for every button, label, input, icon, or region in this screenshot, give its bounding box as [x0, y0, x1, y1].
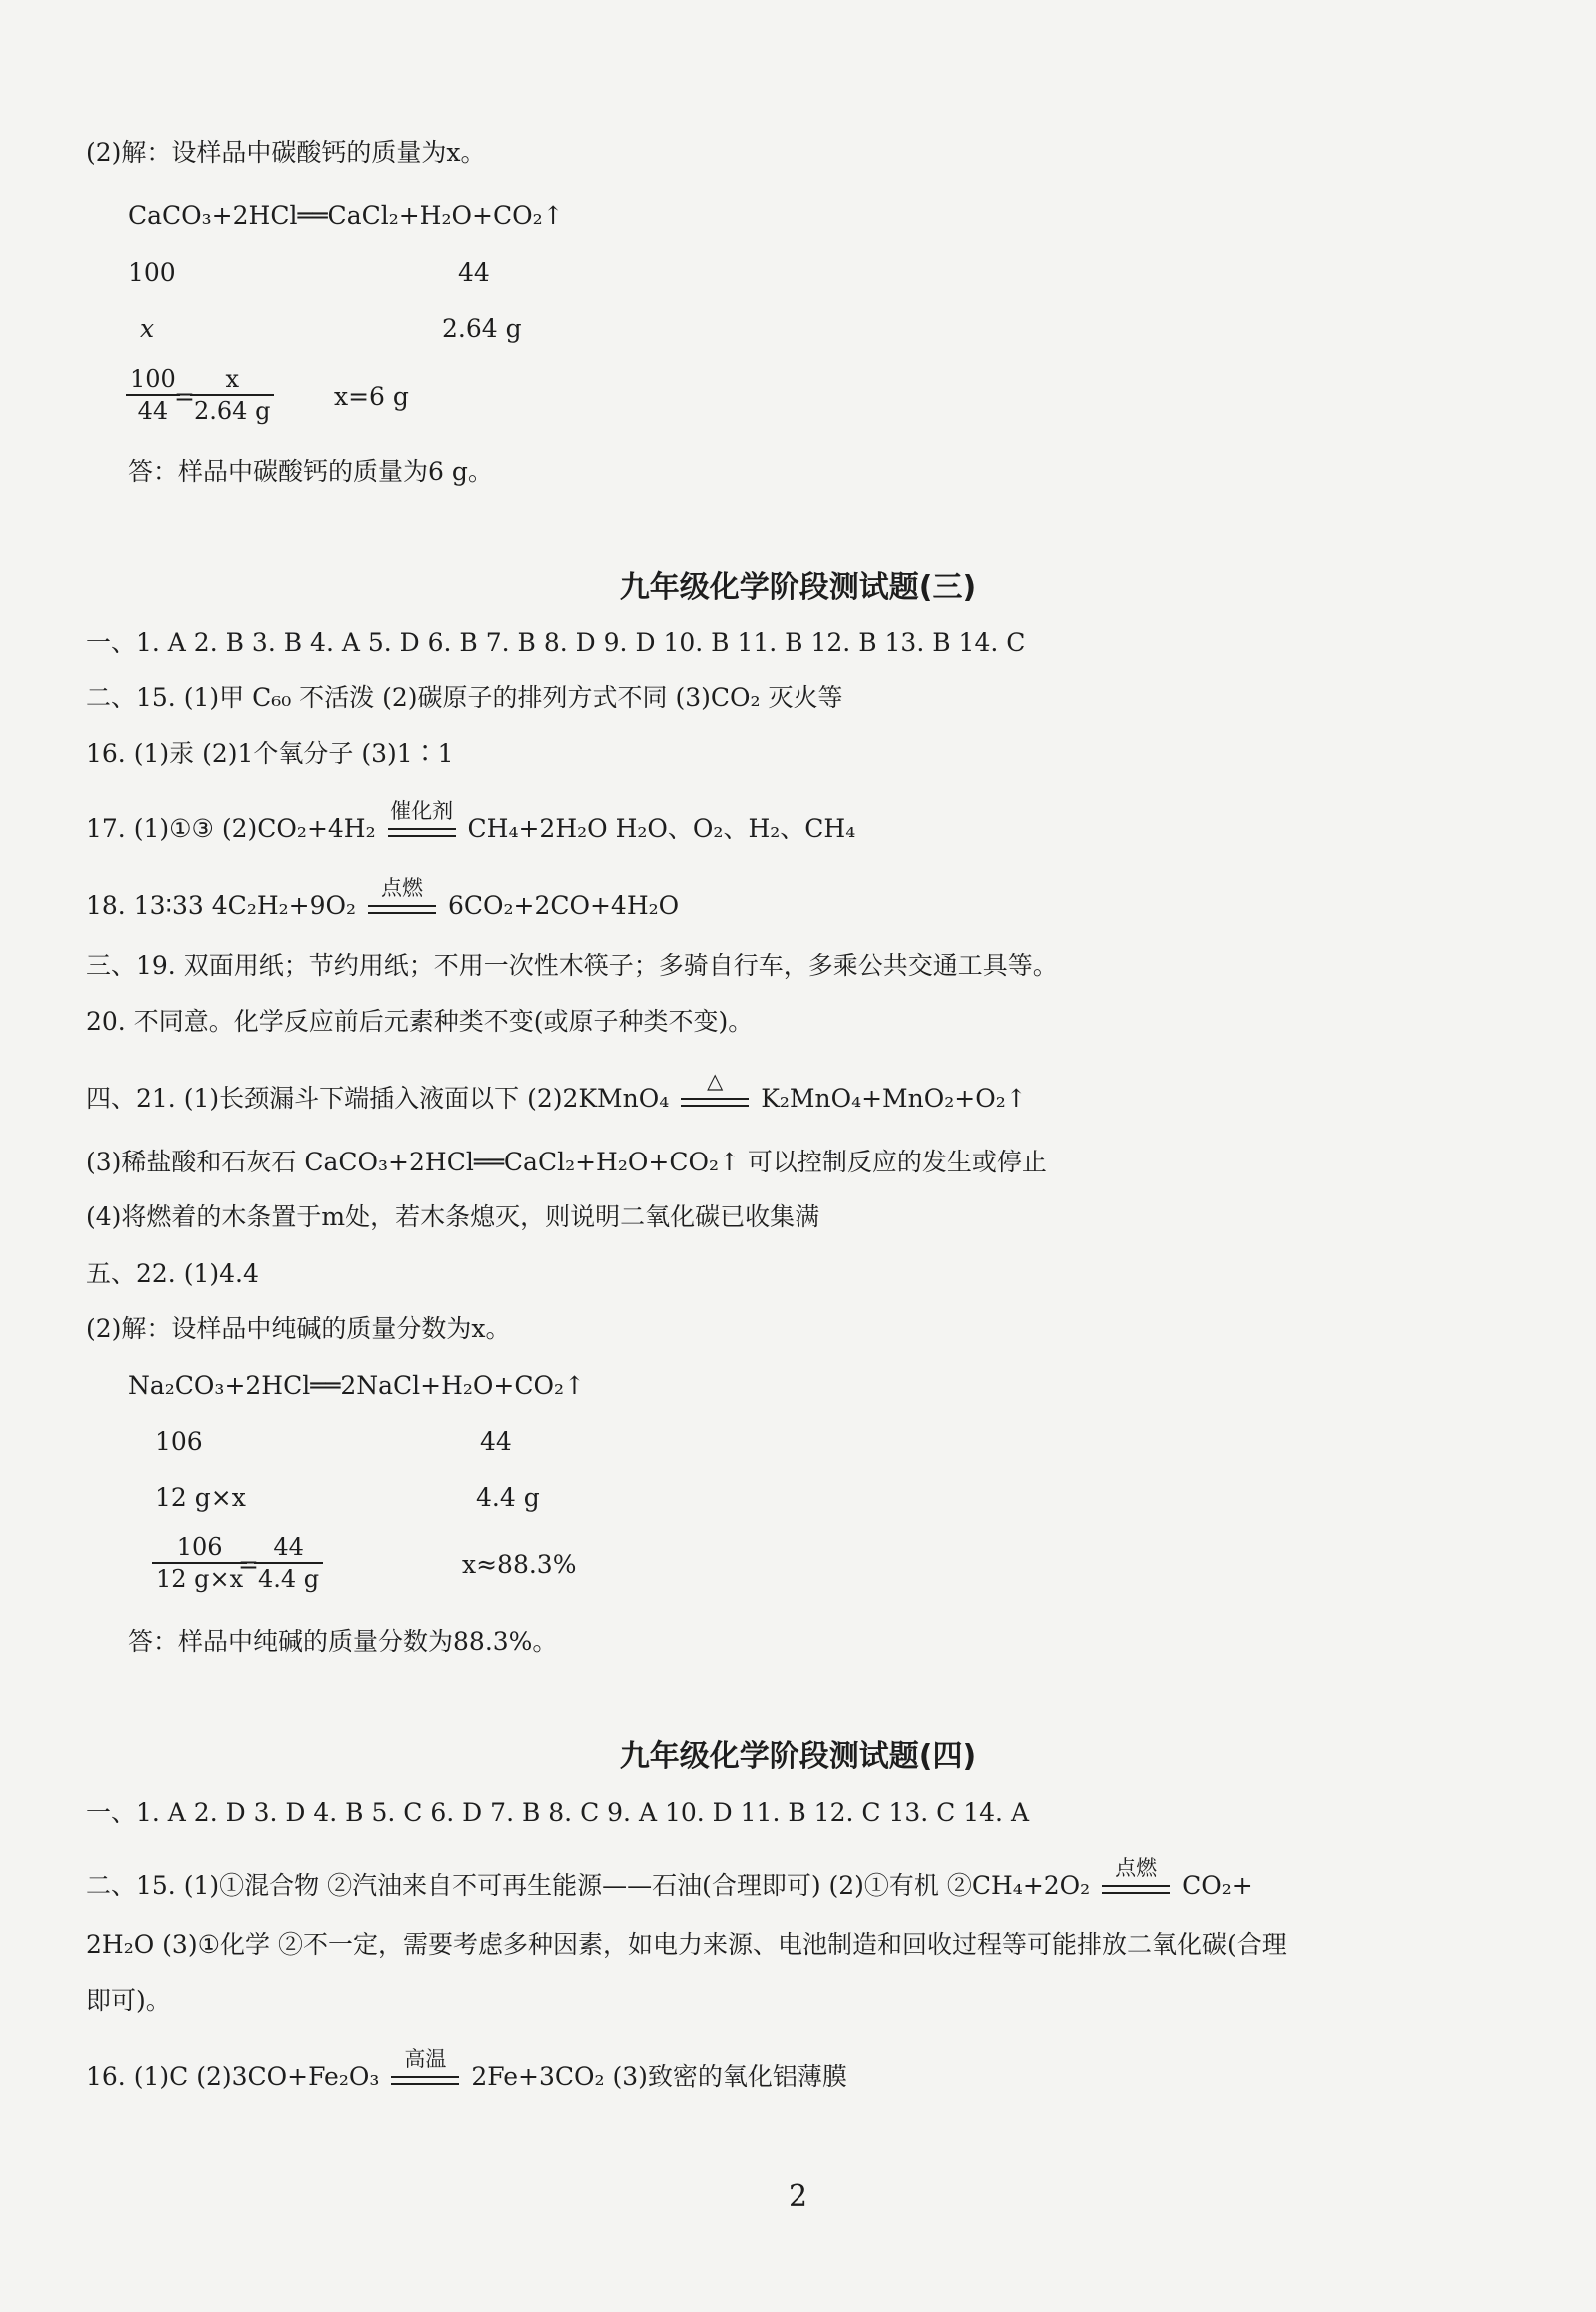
calc2-equals: =: [238, 1550, 259, 1579]
test3-q21-part4: (4)将燃着的木条置于m处，若木条熄灭，则说明二氧化碳已收集满: [86, 1202, 820, 1231]
test4-title: 九年级化学阶段测试题(四): [619, 1739, 977, 1774]
page-number: 2: [788, 2179, 808, 2214]
calc2-numerator-right: 44: [254, 1532, 323, 1564]
q21-condition: △: [707, 1068, 724, 1093]
t4q15-right: CO₂+: [1182, 1871, 1253, 1900]
test3-q19: 三、19. 双面用纸；节约用纸；不用一次性木筷子；多骑自行车，多乘公共交通工具等。: [86, 951, 1058, 980]
q18-left: 18. 13∶33 4C₂H₂+9O₂: [86, 891, 357, 920]
calc2-fraction-left: [152, 1532, 247, 1594]
calc2-var2: 4.4 g: [476, 1483, 540, 1512]
test4-q16: [86, 2046, 847, 2096]
calc1-mass1: 100: [128, 258, 176, 287]
calc1-denominator-right: 2.64 g: [194, 397, 271, 425]
q17-left: 17. (1)①③ (2)CO₂+4H₂: [86, 814, 376, 843]
calc2-equation: Na₂CO₃+2HCl══2NaCl+H₂O+CO₂↑: [128, 1371, 585, 1400]
test3-multiple-choice: 一、1. A 2. B 3. B 4. A 5. D 6. B 7. B 8. D 9. D 10. B 11. B 12. B 13. B 14. C: [86, 628, 1026, 657]
t4q16-reaction-arrow: [387, 2046, 463, 2096]
q18-reaction-arrow: [364, 875, 440, 925]
q17-right: CH₄+2H₂O H₂O、O₂、H₂、CH₄: [467, 814, 856, 843]
q21-left: 四、21. (1)长颈漏斗下端插入液面以下 (2)2KMnO₄: [86, 1084, 670, 1113]
calc2-fraction-right: [254, 1532, 323, 1594]
test4-multiple-choice: 一、1. A 2. D 3. D 4. B 5. C 6. D 7. B 8. C 9. A 10. D 11. B 12. C 13. C 14. A: [86, 1798, 1029, 1827]
test3-q22: 五、22. (1)4.4: [86, 1259, 259, 1288]
q17-condition: 催化剂: [390, 798, 454, 823]
calc1-result: x=6 g: [334, 382, 409, 411]
double-line-icon: [1102, 1885, 1170, 1894]
t4q15-reaction-arrow: [1098, 1855, 1174, 1905]
calc2-denominator-left: 12 g×x: [156, 1565, 244, 1593]
calc2-result: x≈88.3%: [462, 1550, 577, 1579]
test4-q15-line3: 即可)。: [86, 1986, 171, 2015]
test3-q17: [86, 798, 856, 848]
calc1-var2: 2.64 g: [442, 314, 522, 343]
test3-q20: 20. 不同意。化学反应前后元素种类不变(或原子种类不变)。: [86, 1007, 754, 1036]
calc1-fraction-left: [126, 364, 180, 426]
calc2-numerator-left: 106: [152, 1532, 247, 1564]
calc2-mass1: 106: [155, 1427, 203, 1456]
t4q16-condition: 高温: [404, 2046, 447, 2071]
t4q16-right: 2Fe+3CO₂ (3)致密的氧化铝薄膜: [471, 2062, 847, 2091]
test4-q15-line2: 2H₂O (3)①化学 ②不一定，需要考虑多种因素，如电力来源、电池制造和回收过程等可能排放二氧化碳(合理: [86, 1930, 1287, 1959]
test4-q15: [86, 1855, 1253, 1905]
double-line-icon: [681, 1098, 749, 1107]
t4q16-left: 16. (1)C (2)3CO+Fe₂O₃: [86, 2062, 380, 2091]
test3-q15: 二、15. (1)甲 C₆₀ 不活泼 (2)碳原子的排列方式不同 (3)CO₂ 灭火等: [86, 683, 843, 712]
test3-title: 九年级化学阶段测试题(三): [619, 570, 977, 605]
calc2-intro: (2)解：设样品中纯碱的质量分数为x。: [86, 1314, 511, 1343]
calc2-mass2: 44: [480, 1427, 512, 1456]
q21-right: K₂MnO₄+MnO₂+O₂↑: [761, 1084, 1027, 1113]
q18-condition: 点燃: [381, 875, 423, 900]
q17-reaction-arrow: [384, 798, 460, 848]
calc1-equals: =: [174, 382, 195, 411]
double-line-icon: [388, 828, 456, 837]
test3-q18: [86, 875, 680, 925]
q21-reaction-arrow: [677, 1068, 753, 1118]
t4q15-condition: 点燃: [1115, 1855, 1158, 1880]
calc2-var1: 12 g×x: [155, 1483, 246, 1512]
test3-q21-part3: (3)稀盐酸和石灰石 CaCO₃+2HCl══CaCl₂+H₂O+CO₂↑ 可以控制反应的发生或停止: [86, 1148, 1047, 1176]
calc1-answer: 答：样品中碳酸钙的质量为6 g。: [128, 457, 493, 486]
double-line-icon: [391, 2076, 459, 2085]
double-line-icon: [368, 905, 436, 914]
calc1-numerator-left: 100: [126, 364, 180, 396]
calc1-equation: CaCO₃+2HCl══CaCl₂+H₂O+CO₂↑: [128, 201, 564, 230]
calc2-answer: 答：样品中纯碱的质量分数为88.3%。: [128, 1627, 558, 1656]
calc1-numerator-right: x: [190, 364, 274, 396]
calc1-var1: x: [140, 314, 155, 343]
calc1-fraction-right: [190, 364, 274, 426]
t4q15-left: 二、15. (1)①混合物 ②汽油来自不可再生能源——石油(合理即可) (2)①有机 ②CH₄+2O₂: [86, 1871, 1091, 1900]
test3-q16: 16. (1)汞 (2)1个氧分子 (3)1∶1: [86, 739, 454, 768]
calc1-intro: (2)解：设样品中碳酸钙的质量为x。: [86, 138, 486, 167]
test3-q21: [86, 1068, 1027, 1118]
q18-right: 6CO₂+2CO+4H₂O: [447, 891, 680, 920]
calc1-mass2: 44: [458, 258, 490, 287]
calc1-denominator-left: 44: [137, 397, 169, 425]
calc2-denominator-right: 4.4 g: [258, 1565, 320, 1593]
